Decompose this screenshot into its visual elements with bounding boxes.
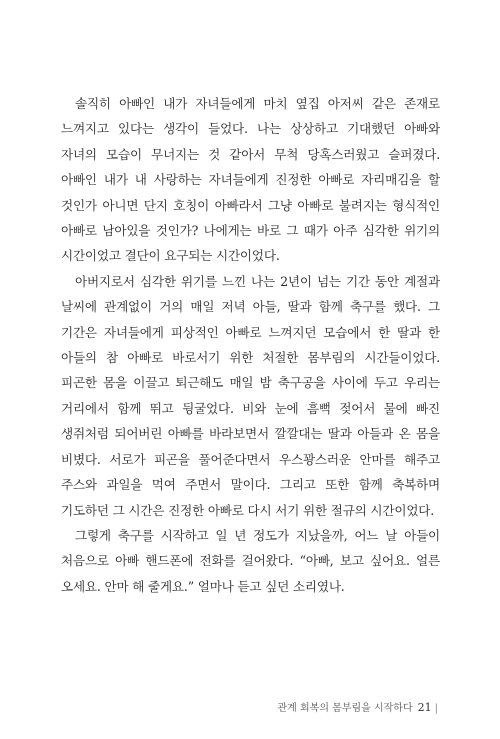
running-title: 관계 회복의 몸부림을 시작하다 — [277, 703, 413, 714]
paragraph-2: 아버지로서 심각한 위기를 느낀 나는 2년이 넘는 기간 동안 계절과 날씨에 관계없이 거의 매일 저녁 아들, 딸과 함께 축구를 했다. 그 기간은 자녀들에게 피상적인 아빠로 느껴지던 모습에서 한 딸과 한 아들의 참 아빠로 바로서기 위한 처절한 몸부림의 시간들이었다. 피곤한 몸을 이끌고 퇴근해도 매일 밤 축구공을 사이에 두고 우리는 거리에서 함께 뛰고 뒹굴었다. 비와 눈에 흠뻑 젖어서 물에 빠진 생쥐처럼 되어버린 아빠를 바라보면서 깔깔대는 딸과 아들과 온 몸을 비볐다. 서로가 피곤을 풀어준다면서 우스꽝스러운 안마를 해주고 주스와 과일을 먹여 주면서 말이다. 그리고 또한 함께 축복하며 기도하던 그 시간은 진정한 아빠로 다시 서기 위한 절규의 시간이었다. — [61, 273, 440, 518]
paragraph-1: 솔직히 아빠인 내가 자녀들에게 마치 옆집 아저씨 같은 존재로 느껴지고 있다는 생각이 들었다. 나는 상상하고 기대했던 아빠와 자녀의 모습이 무너지는 것 같아서 무척 당혹스러웠고 슬퍼졌다. 아빠인 내가 내 사랑하는 자녀들에게 진정한 아빠로 자리매김을 할 것인가 아니면 단지 호칭이 아빠라서 그냥 아빠로 불려지는 형식적인 아빠로 남아있을 것인가? 나에게는 바로 그 때가 아주 심각한 위기의 시간이었고 결단이 요구되는 시간이었다. — [61, 96, 440, 264]
page-number: 21 — [417, 701, 432, 714]
page-number-separator: | — [434, 703, 438, 714]
paragraph-3: 그렇게 축구를 시작하고 일 년 정도가 지났을까, 어느 날 아들이 처음으로 아빠 핸드폰에 전화를 걸어왔다. “아빠, 보고 싶어요. 얼른 오세요. 안마 해 줄게요.” 얼마나 듣고 싶던 소리였나. — [61, 527, 440, 594]
page-footer — [278, 699, 439, 714]
body-text — [61, 91, 440, 599]
